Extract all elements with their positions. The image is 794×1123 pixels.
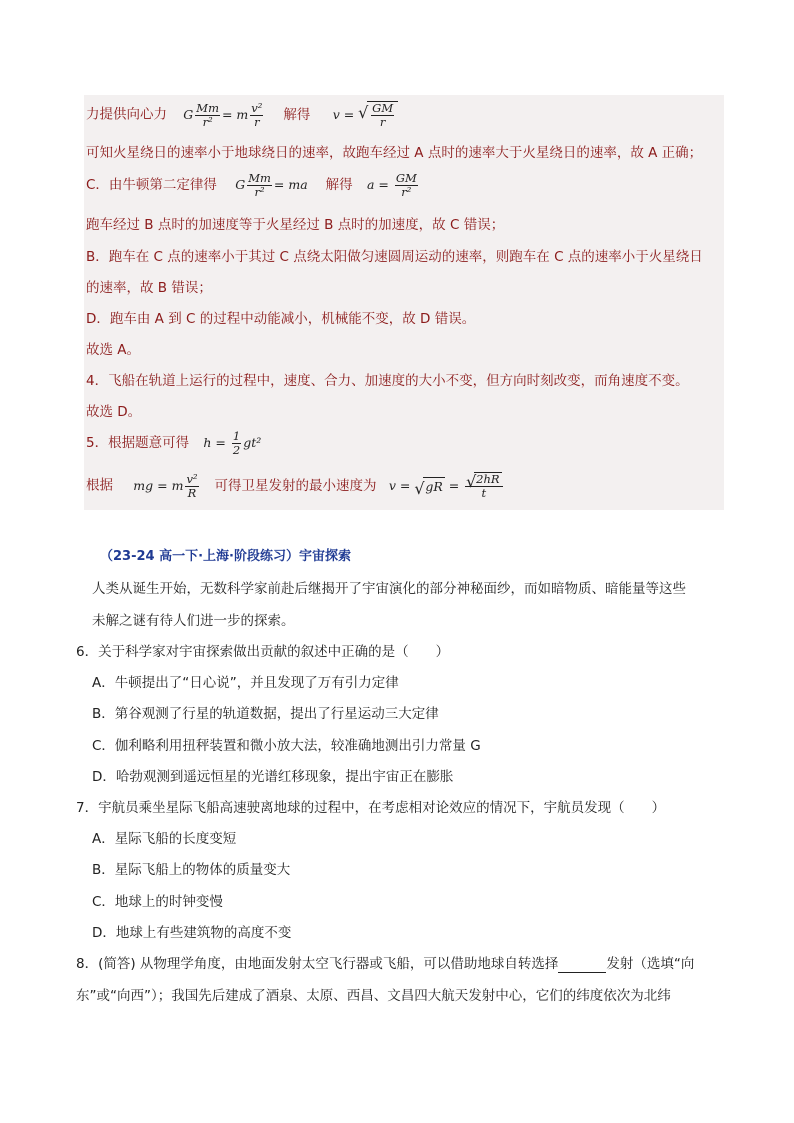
answer-line-3-text: C．由牛顿第二定律得 bbox=[86, 177, 217, 193]
formula-velocity: v = √ $\frac{GM}{r}$ bbox=[333, 107, 398, 122]
question-8-line-1 bbox=[76, 955, 694, 973]
question-6-stem: 6．关于科学家对宇宙探索做出贡献的叙述中正确的是（ ） bbox=[76, 644, 450, 660]
question-7-option-d[interactable]: D．地球上有些建筑物的高度不变 bbox=[92, 925, 292, 941]
answer-line-3-solve: 解得 bbox=[325, 177, 353, 193]
answer-line-3 bbox=[86, 172, 420, 204]
formula-free-fall: h = $\frac{1}{2}$ gt² bbox=[203, 429, 262, 457]
section-intro-line-2: 未解之谜有待人们进一步的探索。 bbox=[92, 613, 295, 629]
answer-line-7: D．跑车由 A 到 C 的过程中动能减小，机械能不变，故 D 错误。 bbox=[86, 311, 476, 327]
answer-line-11 bbox=[86, 430, 261, 464]
answer-line-12 bbox=[86, 472, 505, 508]
answer-line-2: 可知火星绕日的速率小于地球绕日的速率，故跑车经过 A 点时的速率大于火星绕日的速率，故 A 正确； bbox=[86, 145, 703, 161]
question-6-option-c[interactable]: C．伽利略利用扭秤装置和微小放大法，较准确地测出引力常量 G bbox=[92, 738, 481, 754]
formula-min-launch-speed: v = √ gR = √ $\frac{2hR}{t}$ bbox=[389, 478, 505, 493]
question-6-option-d[interactable]: D．哈勃观测到遥远恒星的光谱红移现象，提出宇宙正在膨胀 bbox=[92, 769, 454, 785]
formula-newton-second-law: G $\frac{Mm}{\text{r²}}$ = ma bbox=[235, 171, 312, 199]
answer-line-1-text: 力提供向心力 bbox=[86, 106, 167, 123]
question-8-line-2: 东”或“向西”）；我国先后建成了酒泉、太原、西昌、文昌四大航天发射中心，它们的纬度依次为北纬 bbox=[76, 988, 671, 1004]
section-source-title: （23-24 高一下·上海·阶段练习）宇宙探索 bbox=[100, 549, 351, 564]
question-7-option-b[interactable]: B．星际飞船上的物体的质量变大 bbox=[92, 862, 291, 878]
answer-line-9: 4．飞船在轨道上运行的过程中，速度、合力、加速度的大小不变，但方向时刻改变，而角速度不变。 bbox=[86, 373, 689, 389]
answer-line-12-text: 根据 bbox=[86, 477, 113, 494]
question-6-option-a[interactable]: A．牛顿提出了“日心说”，并且发现了万有引力定律 bbox=[92, 675, 399, 691]
question-6-option-b[interactable]: B．第谷观测了行星的轨道数据，提出了行星运动三大定律 bbox=[92, 706, 439, 722]
answer-line-11-text: 5．根据题意可得 bbox=[86, 435, 190, 451]
formula-acceleration: a = $\frac{GM}{\text{r²}}$ bbox=[366, 171, 417, 199]
question-7-option-c[interactable]: C．地球上的时钟变慢 bbox=[92, 894, 223, 910]
answer-line-10: 故选 D。 bbox=[86, 404, 142, 420]
question-8-part-2: 发射（选填“向 bbox=[606, 956, 695, 972]
question-7-stem: 7．宇航员乘坐星际飞船高速驶离地球的过程中，在考虑相对论效应的情况下，宇航员发现（ ） bbox=[76, 800, 666, 816]
answer-line-4: 跑车经过 B 点时的加速度等于火星经过 B 点时的加速度，故 C 错误； bbox=[86, 217, 505, 233]
question-7-option-a[interactable]: A．星际飞船的长度变短 bbox=[92, 831, 237, 847]
answer-line-1 bbox=[86, 101, 398, 133]
answer-line-12-mid: 可得卫星发射的最小速度为 bbox=[214, 477, 377, 494]
answer-line-6: 的速率，故 B 错误； bbox=[86, 280, 212, 296]
formula-gravity-centripetal: mg = m $\frac{\text{v²}}{R}$ bbox=[133, 471, 198, 500]
section-intro-line-1: 人类从诞生开始，无数科学家前赴后继揭开了宇宙演化的部分神秘面纱，而如暗物质、暗能量等这些 bbox=[92, 581, 686, 597]
question-8-part-1: 8．(简答) 从物理学角度，由地面发射太空飞行器或飞船，可以借助地球自转选择 bbox=[76, 956, 559, 972]
formula-centripetal: G $\frac{Mm}{\text{r²}}$ = m $\frac{\text{v²}}{r}$ bbox=[183, 100, 263, 129]
answer-line-8: 故选 A。 bbox=[86, 342, 141, 358]
answer-line-5: B．跑车在 C 点的速率小于其过 C 点绕太阳做匀速圆周运动的速率，则跑车在 C 点的速率小于火星绕日 bbox=[86, 249, 703, 265]
answer-blank[interactable] bbox=[558, 958, 606, 973]
answer-line-1-solve: 解得 bbox=[283, 106, 311, 123]
